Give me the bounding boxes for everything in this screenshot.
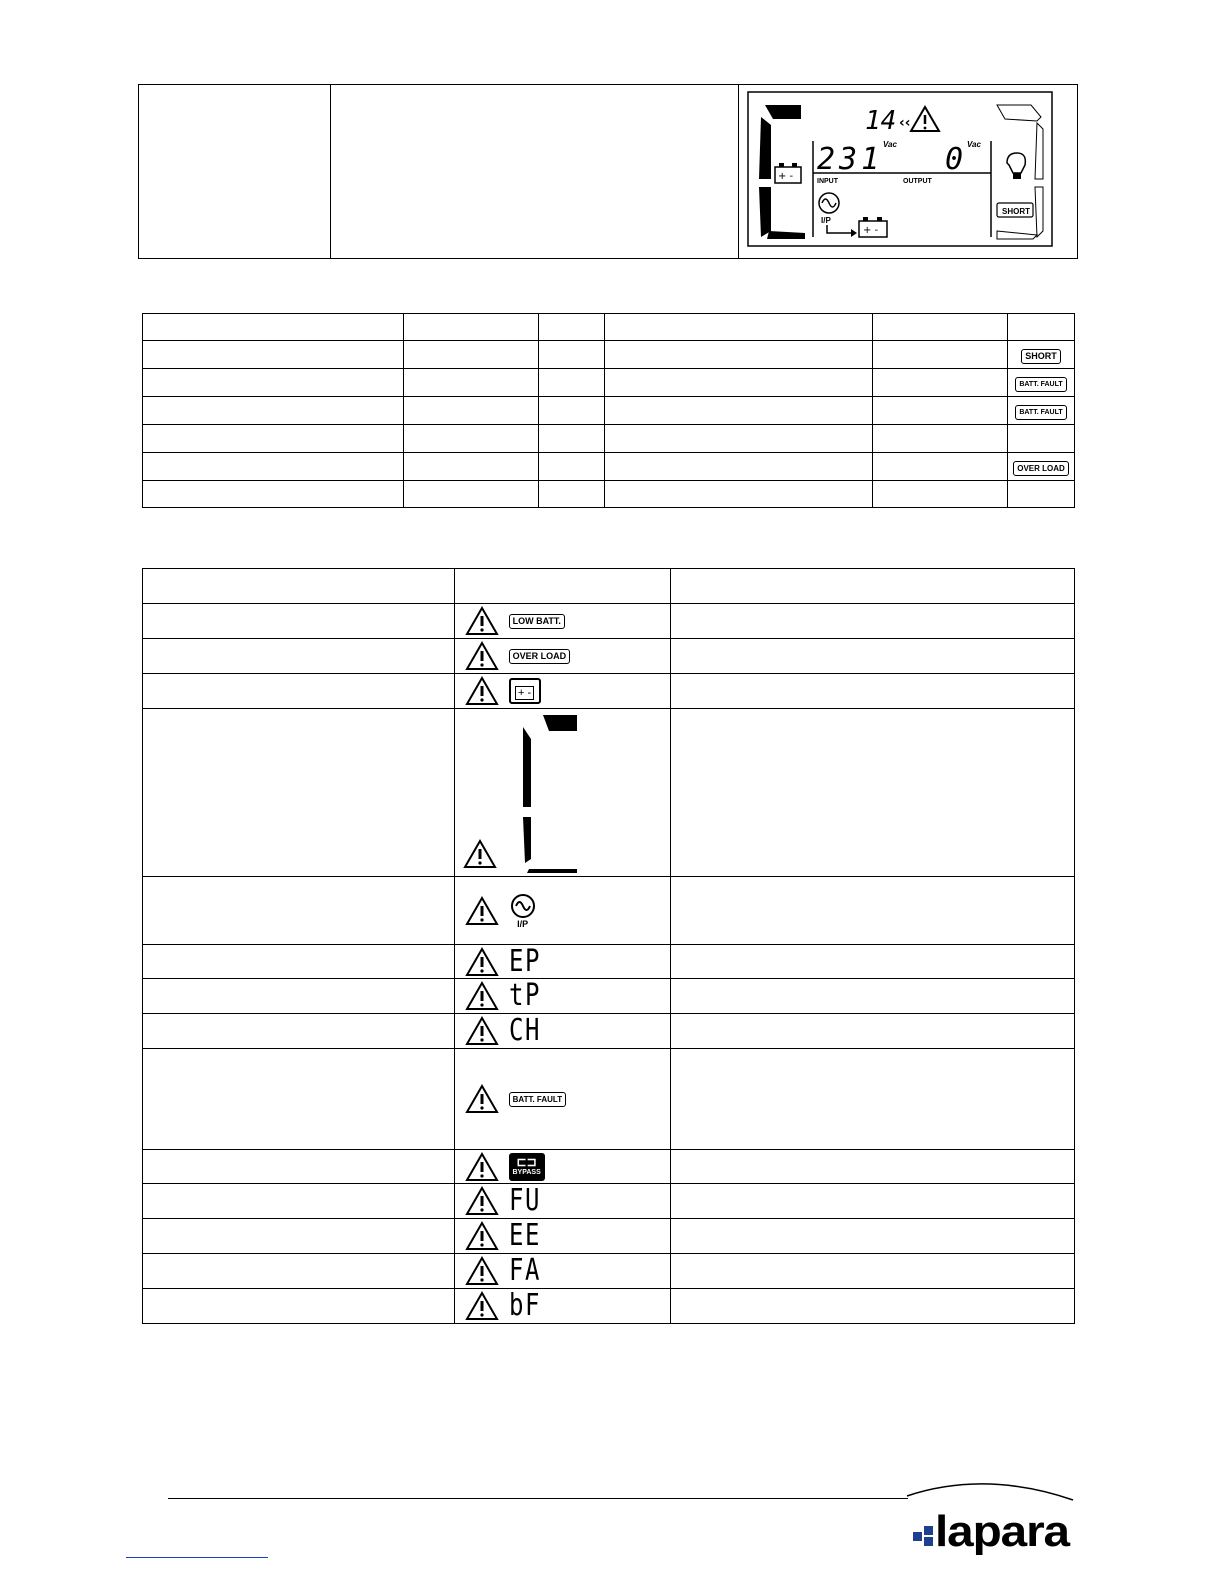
batt-fault-label: BATT. FAULT (509, 1092, 566, 1107)
batt-fault-label: BATT. FAULT (1015, 405, 1066, 420)
short-label: SHORT (1021, 349, 1061, 364)
table-row (143, 709, 1075, 877)
table-row (143, 1014, 1075, 1049)
table-row (143, 481, 1075, 508)
svg-text:SHORT: SHORT (1002, 207, 1031, 216)
logo-text: lapara (935, 1507, 1071, 1556)
warning-icon (465, 1186, 499, 1216)
warning-icon (465, 947, 499, 977)
svg-text:I/P: I/P (821, 216, 832, 225)
short-label (997, 203, 1033, 217)
lcd-example-table (138, 84, 1078, 259)
lapara-logo (905, 1478, 1075, 1558)
table-row (143, 1184, 1075, 1219)
warning-icon (465, 1291, 499, 1321)
lcd-output-label: OUTPUT (903, 178, 933, 185)
table-row (143, 945, 1075, 979)
low-batt-label: LOW BATT. (509, 614, 565, 629)
lcd-output-unit: Vac (967, 140, 982, 149)
table-row (143, 1254, 1075, 1289)
warning-icon (465, 1221, 499, 1251)
warning-icon (465, 1152, 499, 1182)
lcd-input-voltage: 231 (817, 142, 884, 177)
warning-icon (465, 1256, 499, 1286)
lcd-display (747, 91, 1053, 247)
table-row (143, 425, 1075, 453)
bypass-icon: ⊏⊐ BYPASS (509, 1153, 545, 1181)
table-row (143, 1289, 1075, 1324)
table-row (143, 341, 1075, 369)
footer-divider (168, 1498, 908, 1499)
lcd-output-voltage: 0 (945, 142, 964, 177)
warning-icon (465, 676, 499, 706)
bargraph-icon (463, 711, 583, 875)
empty-cell (139, 85, 331, 259)
fault-code: EP (508, 943, 541, 979)
fault-code: FA (508, 1253, 541, 1288)
battery-icon: + - (509, 678, 541, 704)
fault-code: FU (508, 1183, 541, 1218)
table-row (143, 397, 1075, 425)
table-row (143, 639, 1075, 674)
batt-fault-label: BATT. FAULT (1015, 377, 1066, 392)
ac-source-icon: I/P (509, 893, 537, 929)
footer-link[interactable] (126, 1557, 268, 1558)
table-row (143, 674, 1075, 709)
fault-code: CH (508, 1013, 541, 1048)
table-row (143, 877, 1075, 945)
over-load-label: OVER LOAD (509, 649, 571, 664)
warning-icon (465, 896, 499, 926)
warning-table (142, 568, 1075, 1324)
lcd-cell (739, 85, 1078, 259)
table-row (143, 453, 1075, 481)
fault-code: bF (508, 1288, 541, 1323)
lcd-fault-code: 14 (865, 106, 897, 136)
warning-icon (465, 1016, 499, 1046)
lcd-input-label: INPUT (817, 178, 839, 185)
table-row (143, 369, 1075, 397)
svg-text:+ -: + - (863, 225, 879, 236)
svg-text:+ -: + - (778, 171, 794, 182)
over-load-label: OVER LOAD (1013, 461, 1069, 476)
table-row (143, 979, 1075, 1014)
warning-icon (465, 1084, 499, 1114)
table-row (143, 1219, 1075, 1254)
fault-table (142, 313, 1075, 508)
lcd-input-unit: Vac (883, 140, 898, 149)
table-row (143, 1049, 1075, 1150)
warning-icon (465, 641, 499, 671)
lcd-arrows: ‹‹ (899, 115, 911, 131)
table-row (143, 604, 1075, 639)
empty-cell (331, 85, 739, 259)
warning-icon (465, 981, 499, 1011)
warning-icon (465, 606, 499, 636)
fault-code: EE (508, 1218, 541, 1253)
table-row (143, 1150, 1075, 1184)
fault-code: tP (508, 978, 541, 1013)
